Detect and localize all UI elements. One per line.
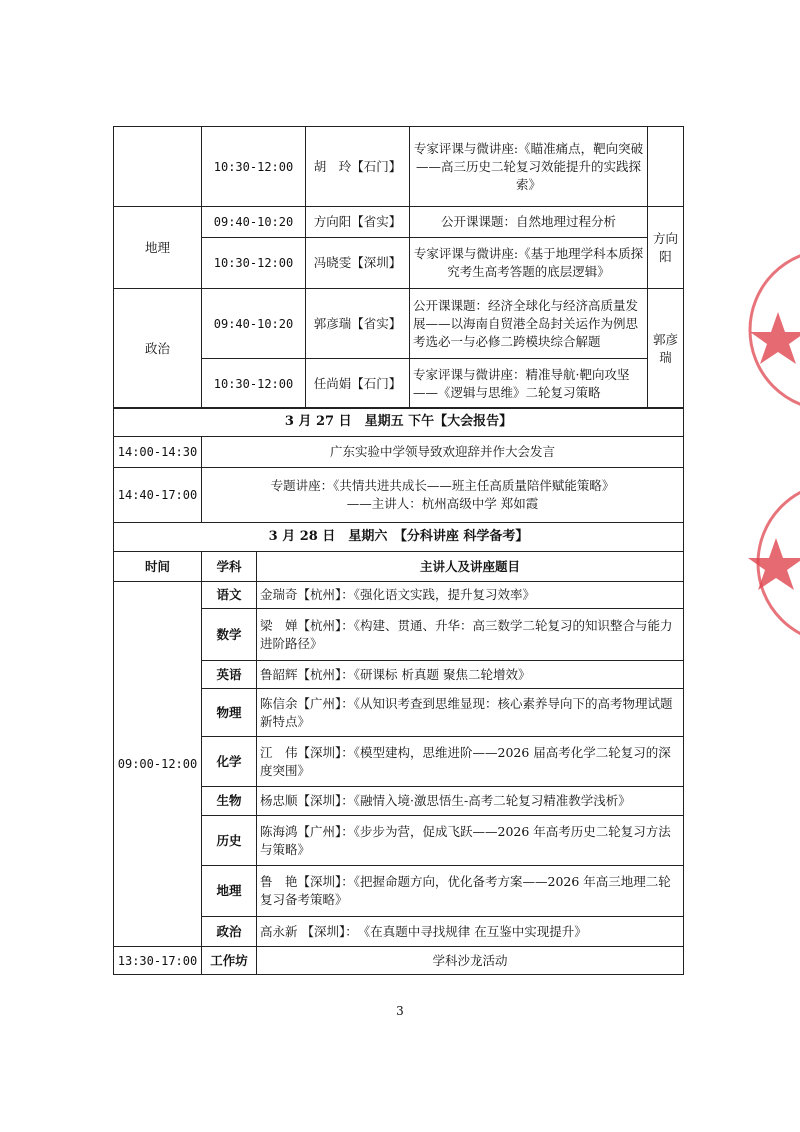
time-cell: 10:30-12:00 [202, 127, 306, 207]
lecture-text: 陈海鸿【广州】：《步步为营，促成飞跃——2026 年高考历史二轮复习方法与策略》 [257, 816, 684, 866]
morning-time-cell: 09:00-12:00 [114, 582, 202, 947]
time-cell: 09:40-10:20 [202, 207, 306, 238]
lecture-subject: 物理 [202, 689, 257, 737]
time-cell: 10:30-12:00 [202, 238, 306, 289]
lecture-subject: 数学 [202, 609, 257, 661]
lecture-speaker: ——主讲人：杭州高级中学 郑如霞 [346, 496, 539, 511]
lecture-text: 梁 婵【杭州】：《构建、贯通、升华：高三数学二轮复习的知识整合与能力进阶路径》 [257, 609, 684, 661]
subject-cell-history [114, 127, 202, 207]
topic-cell: 公开课课题：自然地理过程分析 [410, 207, 648, 238]
topic-cell: 专家评课与微讲座:《基于地理学科本质探究考生高考答题的底层逻辑》 [410, 238, 648, 289]
day28-header: 3 月 28 日 星期六 【分科讲座 科学备考】 [114, 523, 684, 552]
column-header-time: 时间 [114, 552, 202, 582]
topic-cell: 公开课课题：经济全球化与经济高质量发展——以海南自贸港全岛封关运作为例思考选必一与必修二跨模块综合解题 [410, 289, 648, 359]
topic-cell: 专家评课与微讲座:《瞄准痛点，靶向突破——高三历史二轮复习效能提升的实践探索》 [410, 127, 648, 207]
time-cell: 13:30-17:00 [114, 947, 202, 975]
lecture-subject: 生物 [202, 787, 257, 816]
speaker-cell: 任尚娟【石门】 [306, 359, 410, 409]
workshop-content: 学科沙龙活动 [257, 947, 684, 975]
topic-cell: 专家评课与微讲座：精准导航·靶向攻坚——《逻辑与思维》二轮复习策略 [410, 359, 648, 409]
lecture-subject: 语文 [202, 582, 257, 609]
lecture-subject: 政治 [202, 917, 257, 947]
lecture-subject: 地理 [202, 866, 257, 917]
speaker-cell: 胡 玲【石门】 [306, 127, 410, 207]
lecture-subject: 历史 [202, 816, 257, 866]
lecture-subject: 化学 [202, 737, 257, 787]
time-cell: 10:30-12:00 [202, 359, 306, 409]
lecture-text: 金瑞奇【杭州】：《强化语文实践，提升复习效率》 [257, 582, 684, 609]
seal-stamp-lower [738, 478, 800, 648]
day27-header: 3 月 27 日 星期五 下午【大会报告】 [114, 408, 684, 437]
lecture-text: 江 伟【深圳】：《模型建构，思维进阶——2026 届高考化学二轮复习的深度突围》 [257, 737, 684, 787]
column-header-topic: 主讲人及讲座题目 [257, 552, 684, 582]
schedule-main-table [113, 407, 684, 975]
subject-cell-politics: 政治 [114, 289, 202, 409]
time-cell: 09:40-10:20 [202, 289, 306, 359]
speaker-cell: 郭彦瑞【省实】 [306, 289, 410, 359]
lecture-title: 专题讲座：《共情共进共成长——班主任高质量陪伴赋能策略》 [270, 478, 615, 493]
column-header-subject: 学科 [202, 552, 257, 582]
host-cell: 郭彦瑞 [648, 289, 684, 409]
event-cell [202, 468, 684, 523]
seal-stamp-upper [730, 242, 800, 412]
workshop-label: 工作坊 [202, 947, 257, 975]
host-cell [648, 127, 684, 207]
lecture-text: 鲁韶辉【杭州】：《研课标 析真题 聚焦二轮增效》 [257, 661, 684, 689]
host-cell: 方向阳 [648, 207, 684, 289]
star-icon [750, 312, 800, 364]
star-icon [748, 538, 800, 590]
lecture-text: 陈信余【广州】：《从知识考查到思维显现：核心素养导向下的高考物理试题新特点》 [257, 689, 684, 737]
schedule-top-table [113, 126, 684, 409]
time-cell: 14:40-17:00 [114, 468, 202, 523]
speaker-cell: 方向阳【省实】 [306, 207, 410, 238]
lecture-text: 鲁 艳【深圳】：《把握命题方向，优化备考方案——2026 年高三地理二轮复习备考策略》 [257, 866, 684, 917]
speaker-cell: 冯晓雯【深圳】 [306, 238, 410, 289]
time-cell: 14:00-14:30 [114, 437, 202, 468]
event-cell: 广东实验中学领导致欢迎辞并作大会发言 [202, 437, 684, 468]
lecture-text: 高永新 【深圳】： 《在真题中寻找规律 在互鉴中实现提升》 [257, 917, 684, 947]
subject-cell-geography: 地理 [114, 207, 202, 289]
page-number: 3 [396, 1004, 404, 1018]
lecture-subject: 英语 [202, 661, 257, 689]
lecture-text: 杨忠顺【深圳】：《融情入境·激思悟生-高考二轮复习精准教学浅析》 [257, 787, 684, 816]
